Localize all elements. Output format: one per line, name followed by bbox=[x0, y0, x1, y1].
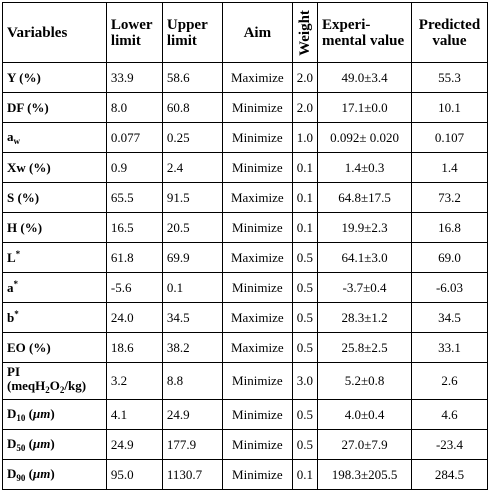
weight-cell: 0.1 bbox=[292, 460, 317, 490]
predicted-cell: 69.0 bbox=[411, 243, 487, 273]
variable-line2-part: /kg) bbox=[64, 378, 87, 393]
header-predicted-value: Predicted value bbox=[411, 3, 487, 63]
variable-cell bbox=[3, 123, 107, 153]
weight-cell: 2.0 bbox=[292, 63, 317, 93]
variable-cell: EO (%) bbox=[3, 333, 107, 363]
aim-cell: Minimize bbox=[222, 363, 292, 400]
variable-main: b bbox=[7, 310, 15, 325]
weight-cell: 3.0 bbox=[292, 363, 317, 400]
aim-cell: Maximize bbox=[222, 243, 292, 273]
variable-superscript: * bbox=[14, 309, 19, 319]
aim-cell: Minimize bbox=[222, 273, 292, 303]
upper-limit-cell: 20.5 bbox=[162, 213, 222, 243]
predicted-cell: -6.03 bbox=[411, 273, 487, 303]
lower-limit-cell: 3.2 bbox=[106, 363, 162, 400]
aim-cell: Minimize bbox=[222, 400, 292, 430]
predicted-cell: 10.1 bbox=[411, 93, 487, 123]
lower-limit-cell: 8.0 bbox=[106, 93, 162, 123]
header-aim: Aim bbox=[222, 3, 292, 63]
table-row bbox=[3, 273, 488, 303]
variable-cell: S (%) bbox=[3, 183, 107, 213]
table-row bbox=[3, 93, 488, 123]
header-weight-cell bbox=[292, 3, 317, 63]
lower-limit-cell: 4.1 bbox=[106, 400, 162, 430]
variable-unit: μm bbox=[32, 406, 51, 421]
upper-limit-cell: 8.8 bbox=[162, 363, 222, 400]
variable-cell: $D_{90}$ (μm) bbox=[3, 460, 107, 490]
predicted-cell: 73.2 bbox=[411, 183, 487, 213]
upper-limit-cell: 58.6 bbox=[162, 63, 222, 93]
table-row bbox=[3, 123, 488, 153]
table-row bbox=[3, 460, 488, 490]
variable-subscript: 50 bbox=[16, 443, 26, 453]
variable-line1: PI bbox=[7, 364, 20, 379]
variable-cell: $D_{10}$ (μm) bbox=[3, 400, 107, 430]
upper-limit-cell: 24.9 bbox=[162, 400, 222, 430]
lower-limit-cell: 0.9 bbox=[106, 153, 162, 183]
header-lower-limit: Lower limit bbox=[106, 3, 162, 63]
upper-limit-cell: 0.25 bbox=[162, 123, 222, 153]
experimental-cell: 0.092± 0.020 bbox=[318, 123, 412, 153]
variable-cell: DF (%) bbox=[3, 93, 107, 123]
variable-subscript: 10 bbox=[16, 413, 26, 423]
variable-cell bbox=[3, 243, 107, 273]
weight-cell: 0.5 bbox=[292, 400, 317, 430]
aim-cell: Minimize bbox=[222, 153, 292, 183]
weight-cell: 0.1 bbox=[292, 213, 317, 243]
lower-limit-cell: 18.6 bbox=[106, 333, 162, 363]
experimental-cell: 27.0±7.9 bbox=[318, 430, 412, 460]
aim-cell: Minimize bbox=[222, 430, 292, 460]
header-upper-limit: Upper limit bbox=[162, 3, 222, 63]
predicted-cell: 284.5 bbox=[411, 460, 487, 490]
variable-main: D bbox=[7, 436, 17, 451]
aim-cell: Minimize bbox=[222, 93, 292, 123]
variable-line2-part: (meqH bbox=[7, 378, 46, 393]
weight-cell: 0.1 bbox=[292, 183, 317, 213]
predicted-cell: 34.5 bbox=[411, 303, 487, 333]
lower-limit-cell: 95.0 bbox=[106, 460, 162, 490]
weight-cell: 2.0 bbox=[292, 93, 317, 123]
lower-limit-cell: 65.5 bbox=[106, 183, 162, 213]
experimental-cell: 19.9±2.3 bbox=[318, 213, 412, 243]
lower-limit-cell: 16.5 bbox=[106, 213, 162, 243]
experimental-cell: 64.8±17.5 bbox=[318, 183, 412, 213]
optimization-table bbox=[2, 2, 488, 490]
predicted-cell: 0.107 bbox=[411, 123, 487, 153]
weight-cell: 0.5 bbox=[292, 243, 317, 273]
predicted-cell: 33.1 bbox=[411, 333, 487, 363]
weight-cell: 0.5 bbox=[292, 430, 317, 460]
table-row bbox=[3, 63, 488, 93]
predicted-cell: 55.3 bbox=[411, 63, 487, 93]
variable-line2-part: O bbox=[49, 378, 60, 393]
variable-subscript: 90 bbox=[16, 473, 26, 483]
variable-cell: $D_{50}$ (μm) bbox=[3, 430, 107, 460]
table-row bbox=[3, 213, 488, 243]
experimental-cell: 28.3±1.2 bbox=[318, 303, 412, 333]
upper-limit-cell: 91.5 bbox=[162, 183, 222, 213]
experimental-cell: 17.1±0.0 bbox=[318, 93, 412, 123]
table-row bbox=[3, 153, 488, 183]
table-row bbox=[3, 400, 488, 430]
optimization-table-container bbox=[2, 2, 488, 490]
header-variables: Variables bbox=[3, 3, 107, 63]
experimental-cell: 64.1±3.0 bbox=[318, 243, 412, 273]
lower-limit-cell: 24.0 bbox=[106, 303, 162, 333]
upper-limit-cell: 38.2 bbox=[162, 333, 222, 363]
predicted-cell: 1.4 bbox=[411, 153, 487, 183]
aim-cell: Minimize bbox=[222, 123, 292, 153]
lower-limit-cell: 61.8 bbox=[106, 243, 162, 273]
aim-cell: Minimize bbox=[222, 213, 292, 243]
header-row bbox=[3, 3, 488, 63]
predicted-cell: 4.6 bbox=[411, 400, 487, 430]
header-experimental-value: Experi-mental value bbox=[318, 3, 412, 63]
table-row bbox=[3, 243, 488, 273]
weight-cell: 0.5 bbox=[292, 303, 317, 333]
upper-limit-cell: 69.9 bbox=[162, 243, 222, 273]
lower-limit-cell: 24.9 bbox=[106, 430, 162, 460]
variable-cell bbox=[3, 363, 107, 400]
weight-cell: 0.5 bbox=[292, 273, 317, 303]
table-row bbox=[3, 333, 488, 363]
variable-subscript: w bbox=[13, 136, 20, 146]
experimental-cell: 25.8±2.5 bbox=[318, 333, 412, 363]
variable-unit: μm bbox=[32, 436, 51, 451]
aim-cell: Maximize bbox=[222, 183, 292, 213]
variable-cell: Xw (%) bbox=[3, 153, 107, 183]
variable-superscript: * bbox=[13, 279, 18, 289]
variable-cell: H (%) bbox=[3, 213, 107, 243]
aim-cell: Minimize bbox=[222, 460, 292, 490]
variable-superscript: * bbox=[15, 249, 21, 259]
variable-main: D bbox=[7, 406, 17, 421]
experimental-cell: 5.2±0.8 bbox=[318, 363, 412, 400]
variable-unit: μm bbox=[32, 466, 51, 481]
upper-limit-cell: 60.8 bbox=[162, 93, 222, 123]
experimental-cell: -3.7±0.4 bbox=[318, 273, 412, 303]
upper-limit-cell: 2.4 bbox=[162, 153, 222, 183]
predicted-cell: 16.8 bbox=[411, 213, 487, 243]
predicted-cell: 2.6 bbox=[411, 363, 487, 400]
variable-cell bbox=[3, 273, 107, 303]
table-row bbox=[3, 363, 488, 400]
upper-limit-cell: 0.1 bbox=[162, 273, 222, 303]
variable-main: a bbox=[7, 129, 14, 144]
experimental-cell: 49.0±3.4 bbox=[318, 63, 412, 93]
weight-cell: 0.5 bbox=[292, 333, 317, 363]
variable-main: D bbox=[7, 466, 17, 481]
aim-cell: Maximize bbox=[222, 63, 292, 93]
predicted-cell: -23.4 bbox=[411, 430, 487, 460]
table-row bbox=[3, 303, 488, 333]
variable-main: a bbox=[7, 280, 14, 295]
upper-limit-cell: 34.5 bbox=[162, 303, 222, 333]
upper-limit-cell: 177.9 bbox=[162, 430, 222, 460]
variable-cell: Y (%) bbox=[3, 63, 107, 93]
aim-cell: Maximize bbox=[222, 303, 292, 333]
experimental-cell: 4.0±0.4 bbox=[318, 400, 412, 430]
weight-cell: 1.0 bbox=[292, 123, 317, 153]
upper-limit-cell: 1130.7 bbox=[162, 460, 222, 490]
lower-limit-cell: 0.077 bbox=[106, 123, 162, 153]
variable-subscript: 2 bbox=[59, 385, 65, 395]
table-row bbox=[3, 183, 488, 213]
header-weight: Weight bbox=[296, 9, 313, 56]
lower-limit-cell: 33.9 bbox=[106, 63, 162, 93]
experimental-cell: 1.4±0.3 bbox=[318, 153, 412, 183]
variable-subscript: 2 bbox=[45, 385, 50, 395]
table-row bbox=[3, 430, 488, 460]
lower-limit-cell: -5.6 bbox=[106, 273, 162, 303]
variable-main: L bbox=[7, 250, 16, 265]
variable-line2 bbox=[7, 378, 86, 393]
aim-cell: Maximize bbox=[222, 333, 292, 363]
variable-cell bbox=[3, 303, 107, 333]
weight-cell: 0.1 bbox=[292, 153, 317, 183]
experimental-cell: 198.3±205.5 bbox=[318, 460, 412, 490]
